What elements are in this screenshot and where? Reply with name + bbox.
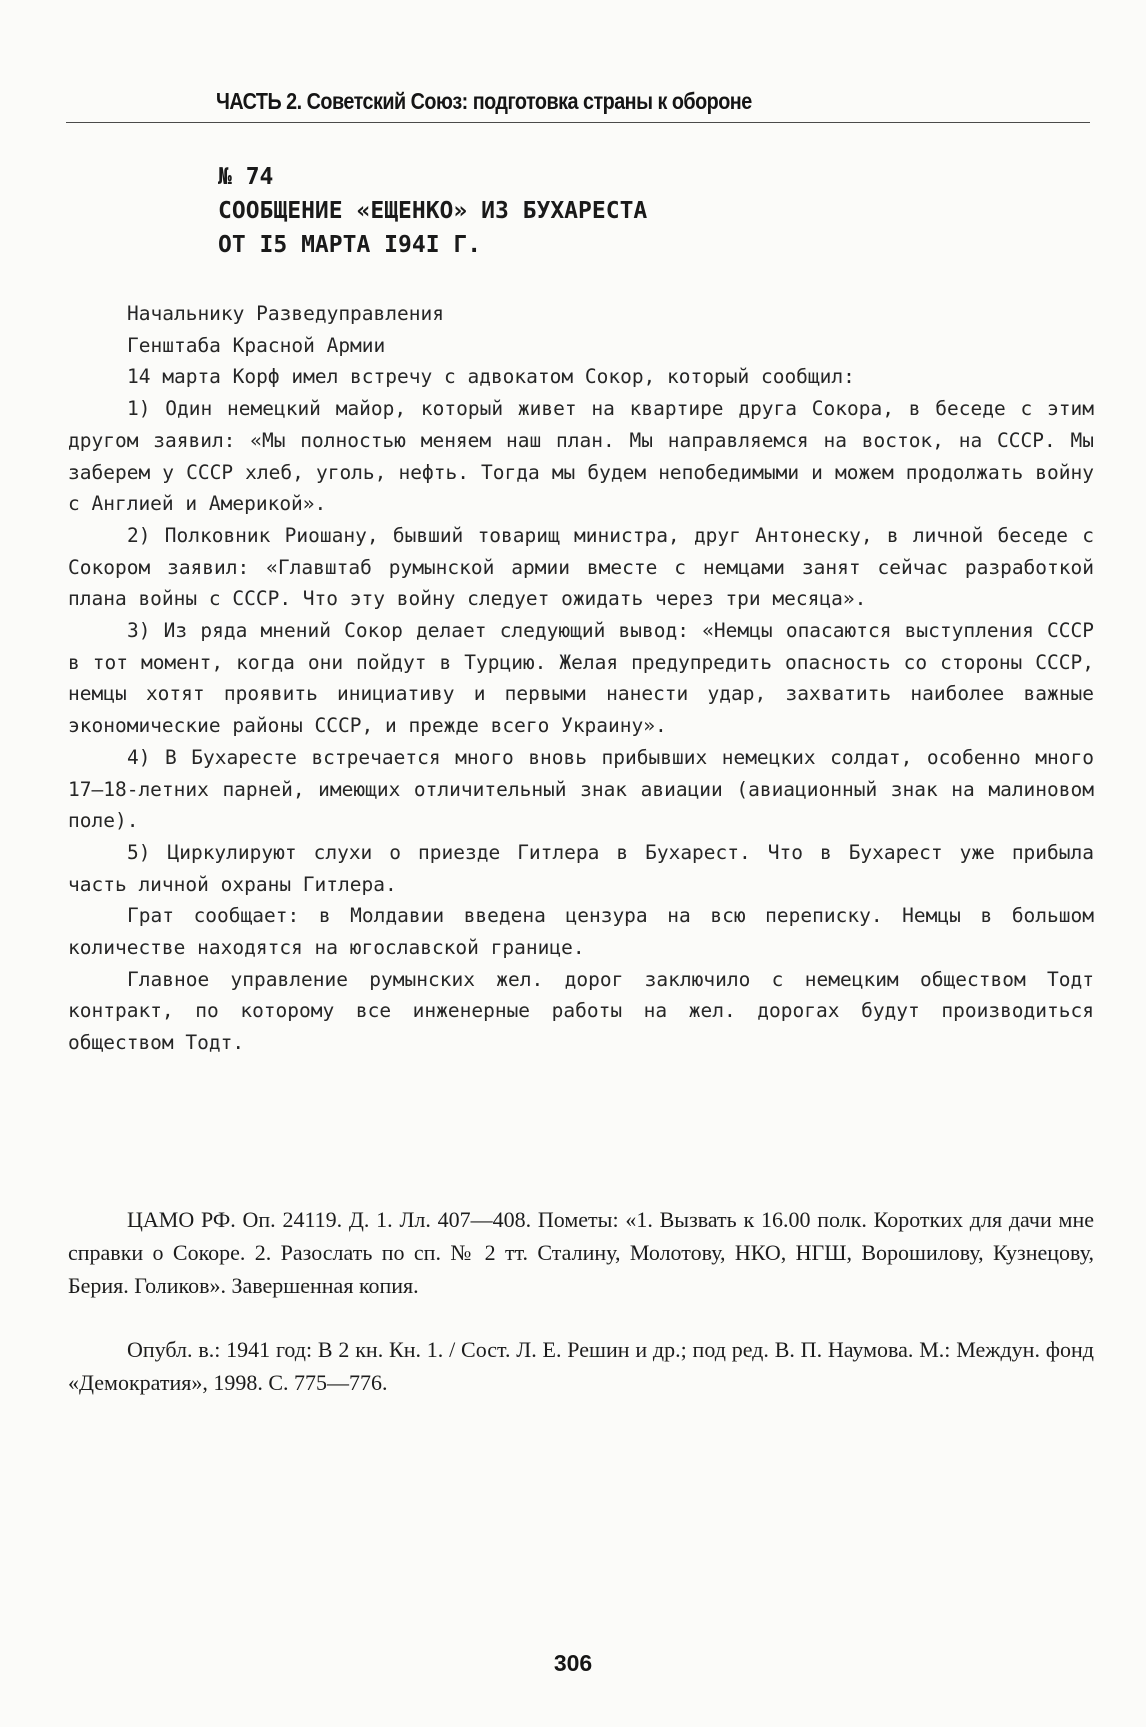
running-header xyxy=(66,82,1090,123)
body-paragraph: Главное управление румынских жел. дорог заключило с немецким обществом Тодт контракт, по которому все инженерные работы на жел. дорогах будут производиться обществом Тодт. xyxy=(68,967,1094,1055)
body-paragraph: 3) Из ряда мнений Сокор делает следующий вывод: «Немцы опасаются выступления СССР в тот момент, когда они пойдут в Турцию. Желая предупредить опасность со стороны СССР, немцы хотят проявить инициативу и первыми нанести удар, захватить наиболее важные экономические районы СССР, и прежде всего Украину». xyxy=(68,619,1094,738)
body-paragraph: 4) В Бухаресте встречается много вновь прибывших немецких солдат, особенно много 17—18-летних парней, имеющих отличительный знак авиации (авиационный знак на малиновом поле). xyxy=(68,745,1094,833)
publication-note: Опубл. в.: 1941 год: В 2 кн. Кн. 1. / Сост. Л. Е. Решин и др.; под ред. В. П. Наумова. М.: Междун. фонд «Демократия», 1998. С. 775—776. xyxy=(68,1337,1094,1395)
body-paragraph: 2) Полковник Риошану, бывший товарищ министра, друг Антонеску, в личной беседе с Сокором заявил: «Главштаб румынской армии вместе с немцами занят сейчас разработкой плана войны с СССР. Что эту войну следует ожидать через три месяца». xyxy=(68,523,1094,611)
document-heading xyxy=(218,160,647,262)
body-paragraph: 5) Циркулируют слухи о приезде Гитлера в Бухарест. Что в Бухарест уже прибыла часть личной охраны Гитлера. xyxy=(68,840,1094,896)
page-number: 306 xyxy=(553,1650,593,1676)
document-body xyxy=(68,298,1094,1059)
body-paragraph: 14 марта Корф имел встречу с адвокатом Сокор, который сообщил: xyxy=(127,365,855,389)
document-number: № 74 xyxy=(218,164,274,190)
running-title: ЧАСТЬ 2. Советский Союз: подготовка страны к обороне xyxy=(216,88,752,114)
document-title-line-2: ОТ I5 МАРТА I94I Г. xyxy=(218,232,482,258)
body-paragraph: 1) Один немецкий майор, который живет на квартире друга Сокора, в беседе с этим другом заявил: «Мы полностью меняем наш план. Мы направляемся на восток, на СССР. Мы заберем у СССР хлеб, уголь, нефть. Тогда мы будем непобедимыми и можем продолжать войну с Англией и Америкой». xyxy=(68,397,1094,516)
document-title-line-1: СООБЩЕНИЕ «ЕЩЕНКО» ИЗ БУХАРЕСТА xyxy=(218,198,648,224)
address-line-2: Генштаба Красной Армии xyxy=(127,333,386,357)
address-line-1: Начальнику Разведуправления xyxy=(127,302,444,325)
body-paragraph: Грат сообщает: в Молдавии введена цензура на всю переписку. Немцы в большом количестве находятся на югославской границе. xyxy=(68,904,1094,960)
archive-reference-note: ЦАМО РФ. Оп. 24119. Д. 1. Лл. 407—408. Пометы: «1. Вызвать к 16.00 полк. Коротких для дачи мне справки о Сокоре. 2. Разослать по сп. № 2 тт. Сталину, Молотову, НКО, НГШ, Ворошилову, Кузнецову, Берия. Голиков». Завершенная копия. xyxy=(68,1207,1094,1298)
